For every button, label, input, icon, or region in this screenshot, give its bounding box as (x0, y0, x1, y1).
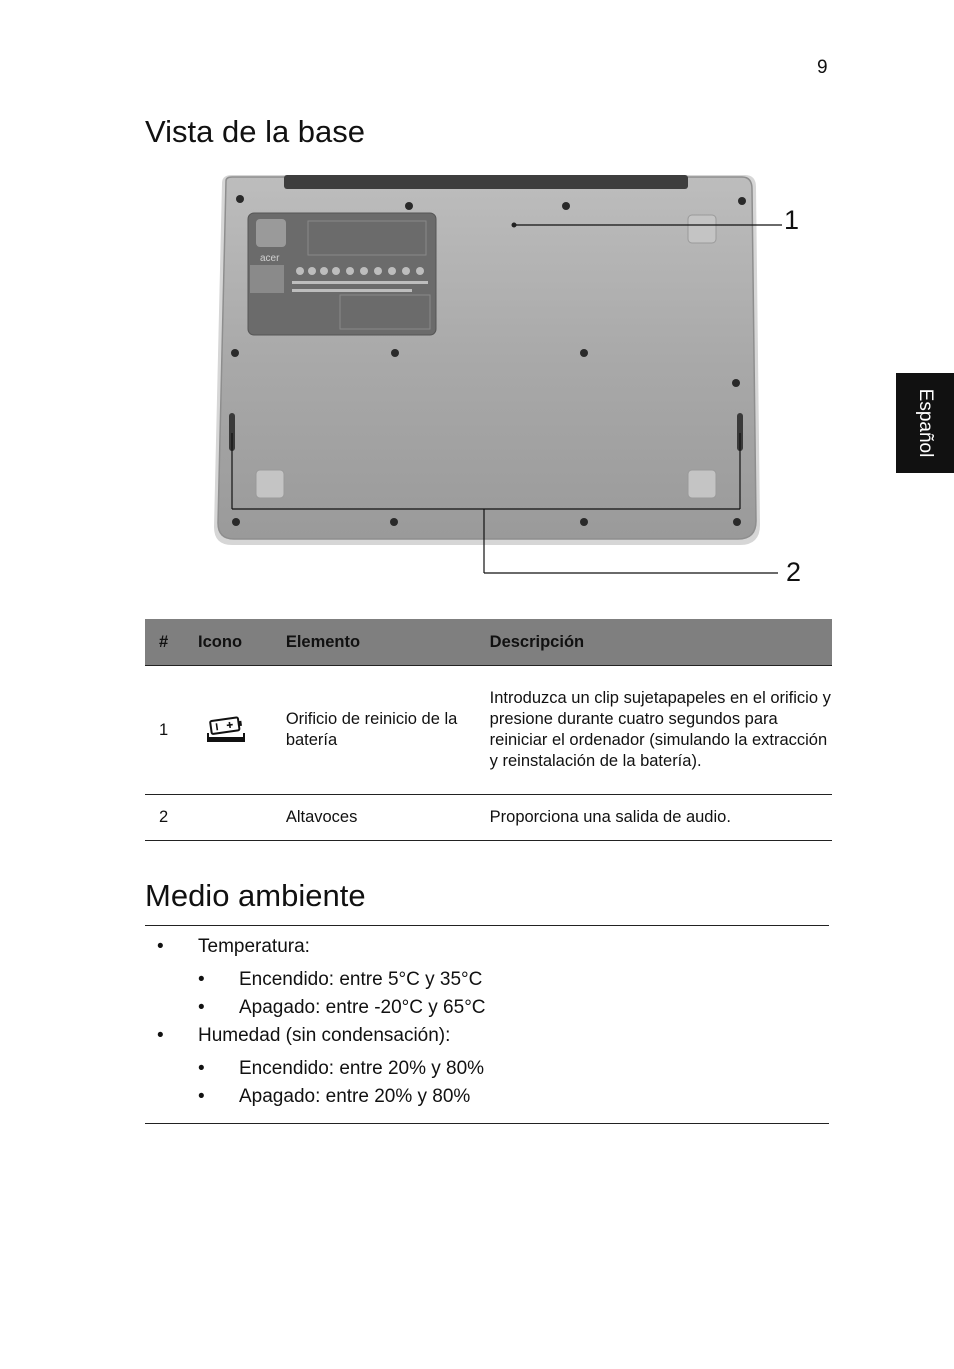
components-table (145, 619, 832, 841)
row-element: Orificio de reinicio de la batería (286, 666, 490, 795)
callout-number-1: 1 (784, 205, 800, 235)
table-header-row (145, 619, 832, 666)
rubber-foot (256, 470, 284, 498)
humidity-label: Humedad (sin condensación): (198, 1025, 451, 1046)
page-number: 9 (817, 57, 828, 78)
battery-reset-hole (512, 223, 517, 228)
list-item (145, 935, 486, 966)
header-num: # (145, 619, 198, 666)
svg-text:acer: acer (260, 253, 280, 264)
environment-list (145, 935, 486, 1111)
humidity-off: Apagado: entre 20% y 80% (239, 1086, 471, 1107)
temperature-label: Temperatura: (198, 936, 310, 957)
callout-number-2: 2 (786, 557, 802, 587)
temperature-off: Apagado: entre -20°C y 65°C (239, 997, 486, 1018)
list-item (145, 1083, 486, 1111)
row-num: 2 (145, 795, 198, 841)
rubber-foot (688, 470, 716, 498)
section-title-base: Vista de la base (145, 114, 366, 149)
bullet: • (198, 1058, 205, 1079)
list-item (145, 1055, 486, 1083)
bullet: • (198, 1086, 205, 1107)
humidity-on: Encendido: entre 20% y 80% (239, 1058, 485, 1079)
row-description: Proporciona una salida de audio. (490, 795, 832, 841)
table-row (145, 666, 832, 795)
list-item (145, 994, 486, 1022)
row-element: Altavoces (286, 795, 490, 841)
row-num: 1 (145, 666, 198, 795)
section-rule-top (145, 925, 829, 926)
bullet: • (157, 1025, 164, 1046)
row-description: Introduzca un clip sujetapapeles en el orificio y presione durante cuatro segundos para reiniciar el ordenador (simulando la extracción y reinstalación de la batería). (490, 666, 832, 795)
temperature-on: Encendido: entre 5°C y 35°C (239, 969, 483, 990)
row-icon-empty (198, 795, 286, 841)
bullet: • (198, 969, 205, 990)
header-icon: Icono (198, 619, 286, 666)
bullet: • (157, 936, 164, 957)
section-rule-bottom (145, 1123, 829, 1124)
language-tab-label: Español (915, 388, 936, 458)
header-description: Descripción (490, 619, 832, 666)
list-item (145, 1024, 486, 1055)
list-item (145, 966, 486, 994)
hinge-strip (284, 175, 688, 189)
header-element: Elemento (286, 619, 490, 666)
rubber-foot (688, 215, 716, 243)
section-title-environment: Medio ambiente (145, 878, 366, 913)
battery-reset-icon (206, 715, 248, 745)
language-tab (896, 373, 954, 473)
table-row (145, 795, 832, 841)
bullet: • (198, 997, 205, 1018)
laptop-bottom-illustration (200, 165, 820, 595)
